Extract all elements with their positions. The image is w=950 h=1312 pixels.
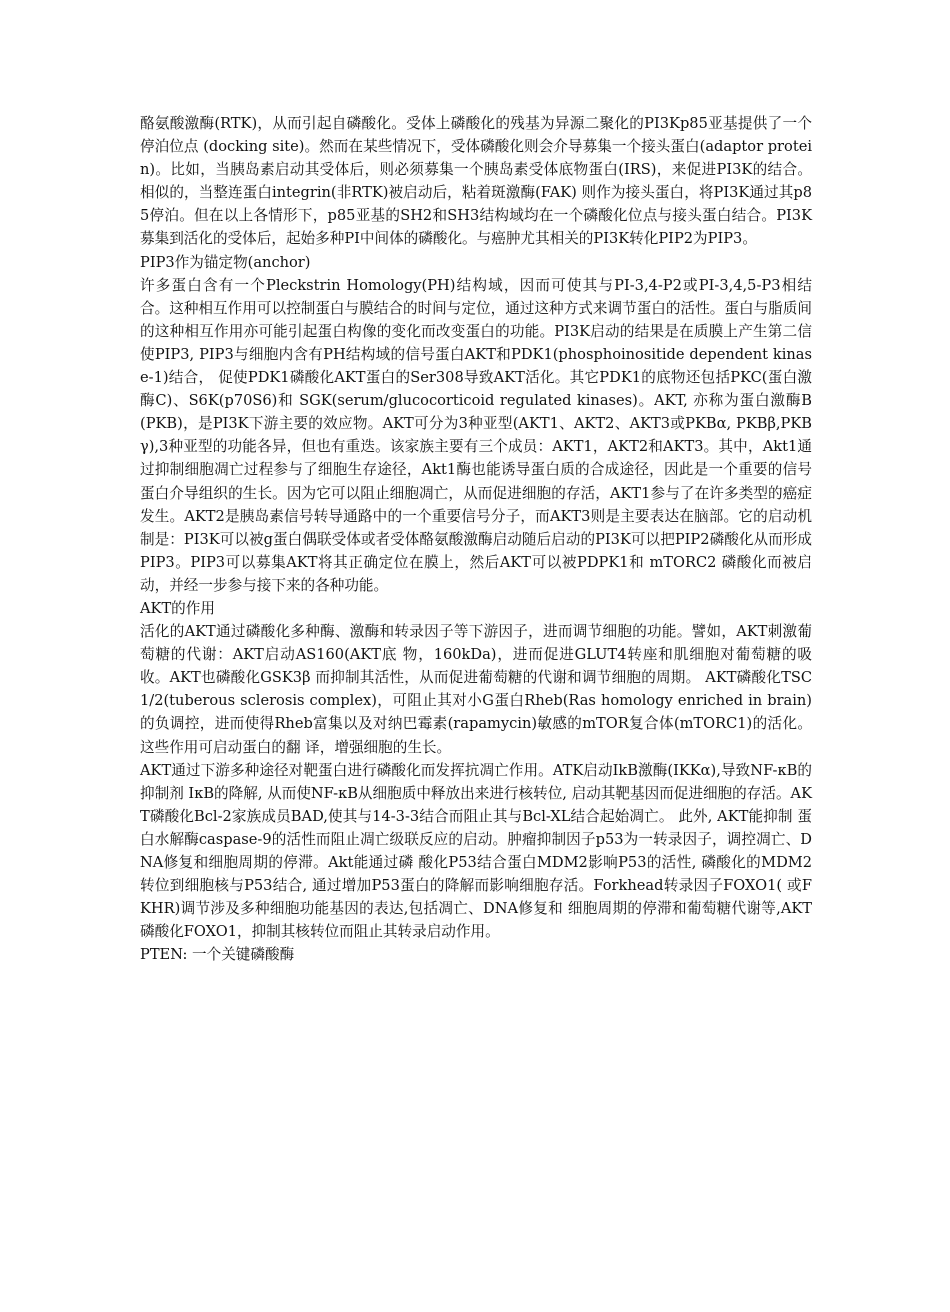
paragraph-akt-metabolism: 活化的AKT通过磷酸化多种酶、激酶和转录因子等下游因子，进而调节细胞的功能。譬如，AKT刺激葡萄糖的代谢：AKT启动AS160(AKT底 物，160kDa)，进而促进GLUT4转座和肌细胞对葡萄糖的吸收。AKT也磷酸化GSK3β 而抑制其活性，从而促进葡萄糖的代谢和调节细胞的周期。 AKT磷酸化TSC1/2(tuberous sclerosis complex)，可阻止其对小G蛋白Rheb(Ras homology enriched in brain)的负调控，进而使得Rheb富集以及对纳巴霉素(rapamycin)敏感的mTOR复合体(mTORC1)的活化。这些作用可启动蛋白的翻 译，增强细胞的生长。 <box>140 623 812 756</box>
heading-pten: PTEN: 一个关键磷酸酶 <box>140 946 295 964</box>
document-body <box>140 112 812 966</box>
heading-akt-function: AKT的作用 <box>140 599 215 617</box>
paragraph-ph-domain: 许多蛋白含有一个Pleckstrin Homology(PH)结构域，因而可使其与PI-3,4-P2或PI-3,4,5-P3相结合。这种相互作用可以控制蛋白与膜结合的时间与定位，通过这种方式来调节蛋白的活性。蛋白与脂质间的这种相互作用亦可能引起蛋白构像的变化而改变蛋白的功能。PI3K启动的结果是在质膜上产生第二信使PIP3, PIP3与细胞内含有PH结构域的信号蛋白AKT和PDK1(phosphoinositide dependent kinase-1)结合， 促使PDK1磷酸化AKT蛋白的Ser308导致AKT活化。其它PDK1的底物还包括PKC(蛋白激酶C)、S6K(p70S6)和 SGK(serum/glucocorticoid regulated kinases)。AKT, 亦称为蛋白激酶B(PKB)，是PI3K下游主要的效应物。AKT可分为3种亚型(AKT1、AKT2、AKT3或PKBα, PKBβ,PKBγ),3种亚型的功能各异，但也有重迭。该家族主要有三个成员：AKT1，AKT2和AKT3。其中，Akt1通过抑制细胞凋亡过程参与了细胞生存途径，Akt1酶也能诱导蛋白质的合成途径，因此是一个重要的信号蛋白介导组织的生长。因为它可以阻止细胞凋亡，从而促进细胞的存活，AKT1参与了在许多类型的癌症发生。AKT2是胰岛素信号转导通路中的一个重要信号分子，而AKT3则是主要表达在脑部。它的启动机制是：PI3K可以被g蛋白偶联受体或者受体酪氨酸激酶启动随后启动的PI3K可以把PIP2磷酸化从而形成PIP3。PIP3可以募集AKT将其正确定位在膜上，然后AKT可以被PDPK1和 mTORC2 磷酸化而被启动，并经一步参与接下来的各种功能。 <box>140 276 812 594</box>
paragraph-akt-antiapoptosis: AKT通过下游多种途径对靶蛋白进行磷酸化而发挥抗凋亡作用。ATK启动IkB激酶(IKKα),导致NF-κB的抑制剂 IκB的降解, 从而使NF-κB从细胞质中释放出来进行核转位, 启动其靶基因而促进细胞的存活。AKT磷酸化Bcl-2家族成员BAD,使其与14-3-3结合而阻止其与Bcl-XL结合起始凋亡。 此外, AKT能抑制 蛋白水解酶caspase-9的活性而阻止凋亡级联反应的启动。肿瘤抑制因子p53为一转录因子，调控凋亡、DNA修复和细胞周期的停滞。Akt能通过磷 酸化P53结合蛋白MDM2影响P53的活性, 磷酸化的MDM2转位到细胞核与P53结合, 通过增加P53蛋白的降解而影响细胞存活。Forkhead转录因子FOXO1( 或FKHR)调节涉及多种细胞功能基因的表达,包括凋亡、DNA修复和 细胞周期的停滞和葡萄糖代谢等,AKT磷酸化FOXO1，抑制其核转位而阻止其转录启动作用。 <box>140 761 812 941</box>
paragraph-pi3k-recruitment: 酪氨酸激酶(RTK)，从而引起自磷酸化。受体上磷酸化的残基为异源二聚化的PI3Kp85亚基提供了一个停泊位点 (docking site)。然而在某些情况下，受体磷酸化则会介导募集一个接头蛋白(adaptor protein)。比如，当胰岛素启动其受体后，则必须募集一个胰岛素受体底物蛋白(IRS)，来促进PI3K的结合。相似的，当整连蛋白integrin(非RTK)被启动后，粘着斑激酶(FAK) 则作为接头蛋白，将PI3K通过其p85停泊。但在以上各情形下，p85亚基的SH2和SH3结构域均在一个磷酸化位点与接头蛋白结合。PI3K募集到活化的受体后，起始多种PI中间体的磷酸化。与癌肿尤其相关的PI3K转化PIP2为PIP3。 <box>140 115 812 248</box>
heading-pip3-anchor: PIP3作为锚定物(anchor) <box>140 253 311 271</box>
